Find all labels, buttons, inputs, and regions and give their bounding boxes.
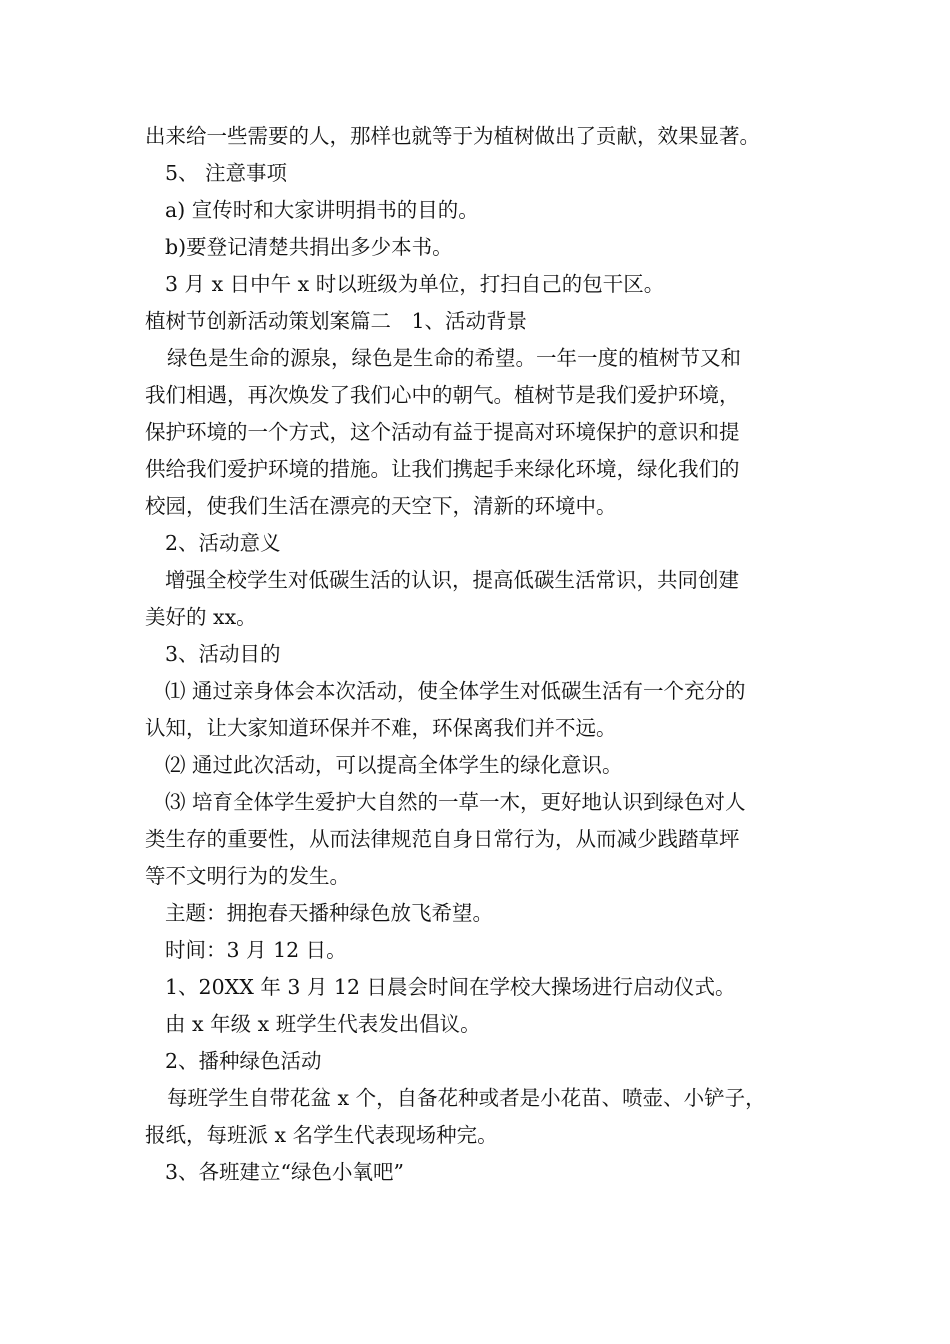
section-heading-planting: 2、播种绿色活动 — [165, 1049, 322, 1073]
paragraph-line: 3 月 x 日中午 x 时以班级为单位，打扫自己的包干区。 — [165, 272, 665, 296]
paragraph-line: 每班学生自带花盆 x 个，自备花种或者是小花苗、喷壶、小铲子， — [167, 1086, 766, 1110]
paragraph-line: 等不文明行为的发生。 — [145, 864, 350, 888]
paragraph-line: 保护环境的一个方式，这个活动有益于提高对环境保护的意识和提 — [145, 420, 740, 444]
paragraph-line: 美好的 xx。 — [145, 605, 257, 629]
paragraph-line: 绿色是生命的源泉，绿色是生命的希望。一年一度的植树节又和 — [167, 346, 741, 370]
document-body — [145, 118, 815, 1191]
paragraph-line: 报纸，每班派 x 名学生代表现场种完。 — [145, 1123, 498, 1147]
paragraph-line: 出来给一些需要的人，那样也就等于为植树做出了贡献，效果显著。 — [145, 124, 760, 148]
list-item: 1、20XX 年 3 月 12 日晨会时间在学校大操场进行启动仪式。 — [165, 975, 736, 999]
paragraph-line: 由 x 年级 x 班学生代表发出倡议。 — [165, 1012, 481, 1036]
theme-line: 主题：拥抱春天播种绿色放飞希望。 — [165, 901, 493, 925]
list-item: ⑴ 通过亲身体会本次活动，使全体学生对低碳生活有一个充分的 — [165, 679, 746, 703]
article-title: 植树节创新活动策划案篇二 1、活动背景 — [145, 309, 528, 333]
time-line: 时间：3 月 12 日。 — [165, 938, 347, 962]
paragraph-line: 我们相遇，再次焕发了我们心中的朝气。植树节是我们爱护环境， — [145, 383, 740, 407]
section-heading-oxygen-bar: 3、各班建立“绿色小氧吧” — [165, 1160, 405, 1184]
list-item: ⑶ 培育全体学生爱护大自然的一草一木，更好地认识到绿色对人 — [165, 790, 746, 814]
list-item: ⑵ 通过此次活动，可以提高全体学生的绿化意识。 — [165, 753, 623, 777]
section-heading-purpose: 3、活动目的 — [165, 642, 281, 666]
paragraph-line: 增强全校学生对低碳生活的认识，提高低碳生活常识，共同创建 — [165, 568, 739, 592]
section-heading-significance: 2、活动意义 — [165, 531, 281, 555]
paragraph-line: 供给我们爱护环境的措施。让我们携起手来绿化环境，绿化我们的 — [145, 457, 740, 481]
list-item: a) 宣传时和大家讲明捐书的目的。 — [165, 198, 479, 222]
paragraph-line: 认知，让大家知道环保并不难，环保离我们并不远。 — [145, 716, 617, 740]
list-item: b)要登记清楚共捐出多少本书。 — [165, 235, 453, 259]
section-heading-notes: 5、 注意事项 — [165, 161, 288, 185]
paragraph-line: 校园，使我们生活在漂亮的天空下，清新的环境中。 — [145, 494, 617, 518]
paragraph-line: 类生存的重要性，从而法律规范自身日常行为，从而减少践踏草坪 — [145, 827, 740, 851]
